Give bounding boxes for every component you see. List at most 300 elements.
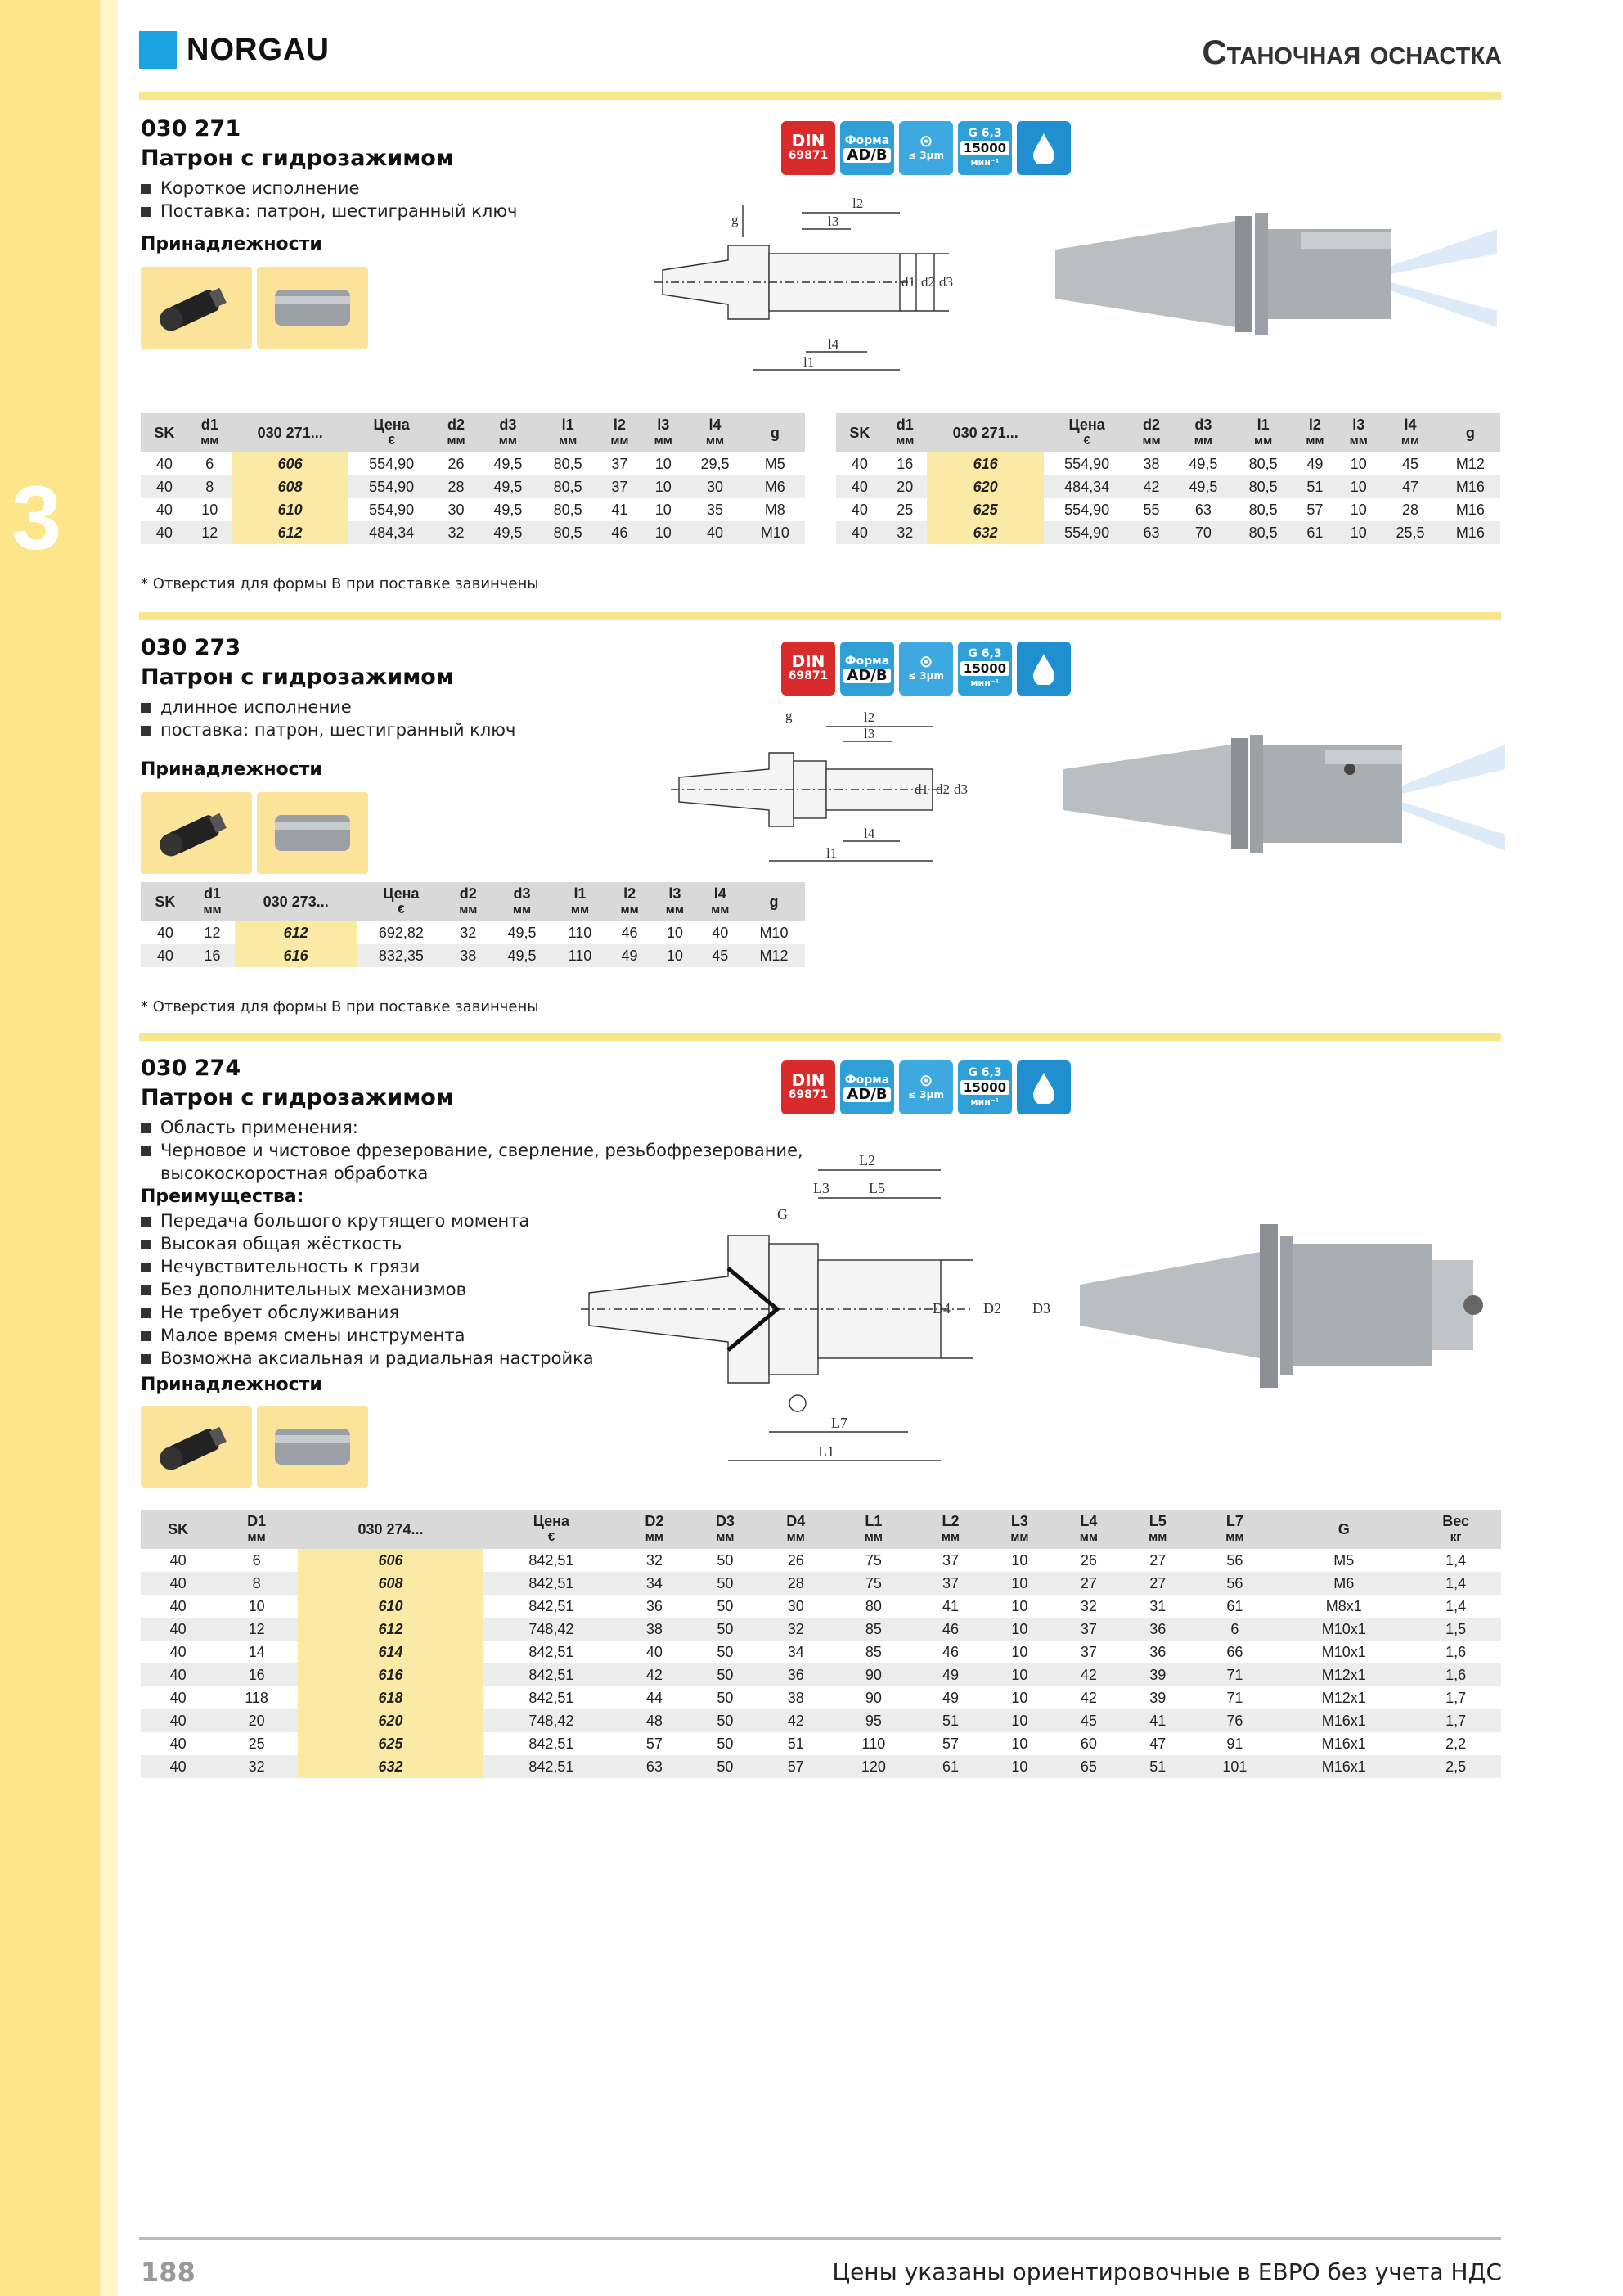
table-cell: 32	[434, 521, 478, 544]
s2-badges	[781, 642, 1071, 696]
table-cell: 16	[190, 944, 235, 967]
table-cell: 8	[188, 475, 232, 498]
table-cell: 40	[156, 924, 173, 941]
table-row	[141, 944, 805, 967]
s2-code: 030 273	[141, 635, 241, 660]
table-row	[141, 475, 805, 498]
table-cell: 20	[883, 475, 927, 498]
table-cell: 80,5	[553, 455, 582, 472]
svg-text:l1: l1	[803, 354, 815, 370]
svg-text:L5: L5	[869, 1180, 885, 1196]
article-number-cell: 632	[298, 1755, 483, 1778]
svg-text:l1: l1	[826, 845, 838, 861]
table-cell: 42	[1054, 1663, 1123, 1686]
table-cell: 14	[248, 1643, 265, 1660]
header-rule	[139, 92, 1501, 100]
coolant-drop-icon	[1017, 1060, 1071, 1114]
table-cell: 10	[985, 1755, 1054, 1778]
table-cell: 40	[155, 455, 173, 472]
article-number-cell: 606	[298, 1549, 483, 1572]
table-cell: 1,4	[1445, 1551, 1467, 1569]
svg-text:d2: d2	[936, 781, 950, 797]
article-number-cell: 612	[232, 521, 348, 544]
table-cell: 30	[787, 1597, 804, 1614]
svg-text:g: g	[731, 212, 739, 227]
table-cell: 28	[434, 475, 478, 498]
table-cell: 1,5	[1410, 1618, 1501, 1641]
table-cell: 38	[446, 944, 491, 967]
table-row	[141, 1572, 1501, 1595]
table-cell: 49	[1306, 455, 1324, 472]
brand-logo	[139, 31, 330, 69]
table-cell: 10	[1011, 1735, 1028, 1752]
table-cell: 50	[717, 1597, 734, 1614]
table-cell: 842,51	[483, 1663, 619, 1686]
svg-text:d1: d1	[915, 781, 928, 797]
table-cell: 80,5	[537, 475, 597, 498]
table-cell: 27	[1054, 1572, 1123, 1595]
table-cell: 554,90	[1064, 455, 1110, 472]
table-cell: M12	[743, 944, 805, 967]
table-cell: 40	[141, 521, 188, 544]
svg-text:l2: l2	[864, 709, 875, 725]
table-cell: 32	[460, 924, 477, 941]
table-cell: 30	[685, 475, 744, 498]
article-number-cell: 608	[298, 1572, 483, 1595]
article-number-cell: 610	[232, 498, 348, 521]
table-cell: M5	[764, 455, 785, 472]
section-rule	[139, 1033, 1501, 1041]
table-cell: 2,5	[1410, 1755, 1501, 1778]
table-cell: M10x1	[1321, 1643, 1366, 1660]
s2-note: * Отверстия для формы B при поставке завинчены	[141, 998, 539, 1015]
s3-adv-item: Высокая общая жёсткость	[141, 1232, 402, 1255]
table-cell: 32	[215, 1755, 297, 1778]
table-cell: 50	[717, 1643, 734, 1660]
table-cell: 80,5	[553, 501, 582, 518]
table-cell: 35	[706, 501, 723, 518]
s3-adv-item: Без дополнительных механизмов	[141, 1278, 466, 1301]
s3-technical-drawing	[581, 1146, 1072, 1489]
svg-text:l3: l3	[864, 726, 875, 741]
table-cell: 80,5	[1248, 455, 1278, 472]
table-cell: 85	[865, 1643, 882, 1660]
table-cell: 16	[897, 455, 914, 472]
s1-accessory-pull-stud	[141, 267, 252, 349]
din-badge: DIN 69871	[781, 642, 835, 696]
svg-text:l4: l4	[828, 336, 839, 352]
table-cell: M16x1	[1277, 1755, 1410, 1778]
table-cell: 32	[1080, 1597, 1097, 1614]
s3-accessories-label: Принадлежности	[141, 1375, 322, 1395]
table-row	[141, 1618, 1501, 1641]
s1-table-right: SK d1 мм 030 271... Цена € d2 мм d3 мм l1 мм l2 мм l3 мм l4 мм g 40 16 616 554,90 38 49,5 80,5 49 10 45 M12 40 20 620 484,34 42 49,5 80,5 51 10 47 M16 40 25 625 554,90 55 63 80,5 57 10 28 M16 40 32 632 554,90 63 70 80,5 61 10 25,5 M16	[836, 413, 1500, 544]
table-cell: M12	[1455, 455, 1485, 472]
table-cell: 10	[1350, 455, 1367, 472]
table-cell: 95	[831, 1709, 916, 1732]
din-badge: DIN 69871	[781, 1060, 835, 1114]
table-cell: 51	[1123, 1755, 1192, 1778]
table-cell: 75	[865, 1551, 882, 1569]
article-number-cell: 618	[298, 1686, 483, 1709]
table-cell: 6	[205, 455, 214, 472]
table-cell: 45	[1054, 1709, 1123, 1732]
table-cell: 65	[1054, 1755, 1123, 1778]
s3-bullet-cont: высокоскоростная обработка	[160, 1164, 429, 1183]
s1-name: Патрон с гидрозажимом	[141, 146, 454, 171]
table-cell: M16x1	[1321, 1735, 1366, 1752]
table-cell: 41	[1123, 1709, 1192, 1732]
svg-text:D3: D3	[1032, 1300, 1050, 1317]
svg-text:L7: L7	[831, 1415, 847, 1431]
table-cell: 554,90	[1044, 521, 1129, 544]
tolerance-badge: ⊙ ≤ 3μm	[899, 1060, 953, 1114]
table-cell: 61	[1293, 521, 1337, 544]
table-cell: 80,5	[537, 521, 597, 544]
table-cell: 50	[717, 1735, 734, 1752]
svg-text:l3: l3	[828, 214, 839, 229]
table-cell: 41	[942, 1597, 960, 1614]
table-cell: 842,51	[528, 1689, 574, 1706]
table-cell: 20	[215, 1709, 297, 1732]
table-cell: 554,90	[348, 475, 434, 498]
table-cell: 40	[141, 475, 188, 498]
table-cell: 90	[865, 1689, 882, 1706]
table-cell: 51	[916, 1709, 985, 1732]
svg-text:d2: d2	[921, 274, 935, 290]
s3-advantages-label: Преимущества:	[141, 1186, 304, 1207]
table-row	[141, 498, 805, 521]
table-cell: 76	[1192, 1709, 1277, 1732]
table-cell: 46	[942, 1643, 960, 1660]
s3-accessory-sleeve	[257, 1406, 368, 1488]
table-cell: 71	[1226, 1689, 1243, 1706]
table-row	[141, 1663, 1501, 1686]
s3-product-photo	[1072, 1219, 1497, 1391]
s2-technical-drawing	[671, 704, 998, 876]
svg-text:l2: l2	[852, 196, 864, 211]
table-cell: 842,51	[528, 1597, 574, 1614]
table-cell: 80,5	[1233, 475, 1293, 498]
table-cell: 554,90	[369, 501, 415, 518]
table-cell: 40	[141, 1755, 215, 1778]
table-row	[141, 1641, 1501, 1663]
s1-technical-drawing	[646, 188, 998, 385]
table-cell: 10	[1350, 501, 1367, 518]
article-number-cell: 616	[235, 944, 357, 967]
table-cell: 10	[985, 1572, 1054, 1595]
table-cell: 37	[598, 475, 641, 498]
table-cell: 6	[1192, 1618, 1277, 1641]
table-cell: M8	[764, 501, 785, 518]
table-cell: 90	[831, 1663, 916, 1686]
table-cell: 50	[717, 1551, 734, 1569]
table-cell: 10	[1011, 1551, 1028, 1569]
table-cell: 110	[568, 924, 592, 941]
svg-text:d3: d3	[954, 781, 968, 797]
article-number-cell: 608	[232, 475, 348, 498]
article-number-cell: 625	[298, 1732, 483, 1755]
table-cell: 40	[169, 1643, 187, 1660]
balance-badge: G 6,3 15000 мин⁻¹	[958, 1060, 1012, 1114]
table-cell: 49,5	[507, 924, 537, 941]
table-cell: 748,42	[483, 1618, 619, 1641]
coolant-drop-icon	[1017, 121, 1071, 175]
table-cell: 1,4	[1445, 1597, 1467, 1614]
table-row	[141, 521, 805, 544]
table-cell: 80,5	[1248, 501, 1278, 518]
article-number-cell: 620	[298, 1709, 483, 1732]
table-cell: 10	[654, 455, 672, 472]
table-cell: 70	[1173, 521, 1233, 544]
table-cell: 36	[1123, 1618, 1192, 1641]
s1-accessories-label: Принадлежности	[141, 234, 322, 254]
din-badge: DIN 69871	[781, 121, 835, 175]
table-cell: 50	[690, 1709, 760, 1732]
table-cell: 40	[141, 1618, 215, 1641]
table-cell: 484,34	[348, 521, 434, 544]
table-cell: 10	[641, 521, 685, 544]
table-cell: 40	[836, 475, 883, 498]
article-number-cell: 612	[235, 921, 357, 944]
s2-accessory-pull-stud	[141, 792, 252, 874]
table-cell: 25	[248, 1735, 265, 1752]
s3-adv-item: Возможна аксиальная и радиальная настройка	[141, 1347, 594, 1370]
article-number-cell: 606	[232, 452, 348, 475]
s3-adv-item: Передача большого крутящего момента	[141, 1209, 529, 1232]
table-cell: 80	[865, 1597, 882, 1614]
table-cell: 37	[916, 1572, 985, 1595]
table-cell: 63	[1130, 521, 1173, 544]
table-cell: 40	[141, 1709, 215, 1732]
svg-text:l4: l4	[864, 826, 875, 841]
svg-text:g: g	[785, 708, 793, 723]
table-cell: 1,7	[1445, 1689, 1467, 1706]
table-cell: 57	[1306, 501, 1324, 518]
table-row	[141, 1686, 1501, 1709]
table-cell: 29,5	[700, 455, 730, 472]
table-cell: 842,51	[528, 1643, 574, 1660]
brand-name: NORGAU	[187, 32, 330, 67]
s1-bullet: Короткое исполнение	[141, 177, 359, 200]
table-cell: 49,5	[493, 455, 523, 472]
table-cell: 40	[851, 455, 868, 472]
s1-accessory-sleeve	[257, 267, 368, 349]
table-cell: 27	[1149, 1551, 1167, 1569]
table-row	[141, 1709, 1501, 1732]
article-number-cell: 614	[298, 1641, 483, 1663]
table-cell: 57	[942, 1735, 960, 1752]
table-cell: 47	[1149, 1735, 1167, 1752]
table-cell: M10	[759, 924, 789, 941]
table-cell: M16x1	[1277, 1709, 1410, 1732]
table-cell: 40	[155, 501, 173, 518]
table-cell: 10	[641, 475, 685, 498]
table-cell: 46	[621, 924, 638, 941]
s1-code: 030 271	[141, 116, 241, 142]
s3-bullet: Область применения:	[141, 1116, 358, 1139]
table-cell: 842,51	[483, 1572, 619, 1595]
table-cell: 80,5	[1233, 521, 1293, 544]
s1-bullet: Поставка: патрон, шестигранный ключ	[141, 200, 517, 223]
table-cell: 36	[761, 1663, 831, 1686]
table-cell: 41	[611, 501, 628, 518]
s1-product-photo	[1047, 205, 1505, 344]
table-cell: 40	[169, 1735, 187, 1752]
tolerance-badge: ⊙ ≤ 3μm	[899, 642, 953, 696]
table-cell: 57	[645, 1735, 663, 1752]
table-cell: 50	[690, 1618, 760, 1641]
table-cell: 118	[245, 1689, 268, 1706]
table-cell: 50	[690, 1663, 760, 1686]
table-cell: 27	[1123, 1572, 1192, 1595]
s2-table: SK d1 мм 030 273... Цена € d2 мм d3 мм l1 мм l2 мм l3 мм l4 мм g 40 12 612 692,82 32 49,5 110 46 10 40 M10 40 16 616 832,35 38 49,5 110 49 10 45 M12	[141, 882, 805, 967]
section-rule	[139, 612, 1501, 620]
s2-bullet: поставка: патрон, шестигранный ключ	[141, 718, 515, 741]
article-number-cell: 610	[298, 1595, 483, 1618]
table-cell: 26	[447, 455, 465, 472]
table-row	[141, 1732, 1501, 1755]
table-cell: 101	[1192, 1755, 1277, 1778]
table-cell: 110	[861, 1735, 886, 1752]
table-cell: 42	[1130, 475, 1173, 498]
table-cell: M5	[1333, 1551, 1355, 1569]
table-cell: 61	[916, 1755, 985, 1778]
table-cell: 38	[619, 1618, 690, 1641]
table-cell: 40	[141, 944, 190, 967]
table-cell: 38	[1143, 455, 1160, 472]
table-cell: 16	[215, 1663, 297, 1686]
table-row	[141, 1595, 1501, 1618]
table-cell: 554,90	[1064, 501, 1110, 518]
table-cell: 31	[1149, 1597, 1167, 1614]
table-cell: 51	[1293, 475, 1337, 498]
s1-table-left: SK d1 мм 030 271... Цена € d2 мм d3 мм l1 мм l2 мм l3 мм l4 мм g 40 6 606 554,90 26 49,5 80,5 37 10 29,5 M5 40 8 608 554,90 28 49,5 80,5 37 10 30 M6 40 10 610 554,90 30 49,5 80,5 41 10 35 M8 40 12 612 484,34 32 49,5 80,5 46 10 40 M10	[141, 413, 805, 544]
svg-text:G: G	[777, 1206, 788, 1222]
table-cell: 1,7	[1410, 1709, 1501, 1732]
table-cell: 1,4	[1410, 1572, 1501, 1595]
footer-rule	[139, 2237, 1501, 2240]
svg-text:L3: L3	[813, 1180, 829, 1196]
table-cell: 34	[619, 1572, 690, 1595]
table-cell: 49	[607, 944, 652, 967]
table-cell: 49,5	[493, 501, 523, 518]
balance-badge: G 6,3 15000 мин⁻¹	[958, 642, 1012, 696]
table-cell: 39	[1123, 1663, 1192, 1686]
table-cell: 10	[1337, 521, 1380, 544]
table-cell: 842,51	[483, 1755, 619, 1778]
table-cell: 10	[1011, 1689, 1028, 1706]
table-cell: 49,5	[1173, 475, 1233, 498]
table-cell: 61	[1226, 1597, 1243, 1614]
table-cell: 10	[985, 1709, 1054, 1732]
s3-code: 030 274	[141, 1056, 241, 1081]
table-cell: 37	[1054, 1618, 1123, 1641]
s2-name: Патрон с гидрозажимом	[141, 664, 454, 690]
table-cell: 40	[141, 1572, 215, 1595]
table-cell: 10	[201, 501, 218, 518]
table-cell: 12	[188, 521, 232, 544]
table-cell: 25,5	[1380, 521, 1440, 544]
table-cell: 26	[1080, 1551, 1097, 1569]
article-number-cell: 612	[298, 1618, 483, 1641]
s2-accessory-sleeve	[257, 792, 368, 874]
table-cell: 10	[654, 501, 672, 518]
table-row	[836, 498, 1500, 521]
s1-badges	[781, 121, 1071, 175]
table-cell: 42	[761, 1709, 831, 1732]
table-cell: 71	[1192, 1663, 1277, 1686]
table-cell: 10	[248, 1597, 265, 1614]
s3-bullet: Черновое и чистовое фрезерование, сверление, резьбофрезерование,	[141, 1139, 803, 1162]
s3-adv-item: Не требует обслуживания	[141, 1301, 399, 1324]
table-cell: M10	[745, 521, 805, 544]
table-cell: 45	[698, 944, 743, 967]
table-cell: 49,5	[1189, 455, 1218, 472]
table-cell: 10	[1337, 475, 1380, 498]
table-cell: 37	[942, 1551, 960, 1569]
table-cell: M8x1	[1325, 1597, 1362, 1614]
table-cell: 10	[652, 944, 697, 967]
table-cell: 63	[1194, 501, 1212, 518]
svg-text:d3: d3	[939, 274, 953, 290]
table-cell: 57	[761, 1755, 831, 1778]
table-cell: 56	[1226, 1551, 1243, 1569]
table-cell: 32	[645, 1551, 663, 1569]
table-cell: 34	[787, 1643, 804, 1660]
article-number-cell: 616	[298, 1663, 483, 1686]
sidebar-rule	[100, 0, 118, 2296]
table-row	[836, 475, 1500, 498]
article-number-cell: 632	[927, 521, 1044, 544]
table-cell: 75	[831, 1572, 916, 1595]
s2-bullet: длинное исполнение	[141, 696, 352, 718]
table-cell: 28	[761, 1572, 831, 1595]
table-cell: 40	[851, 501, 868, 518]
table-cell: 49	[942, 1689, 960, 1706]
table-cell: 40	[645, 1643, 663, 1660]
table-cell: 49	[916, 1663, 985, 1686]
table-cell: 42	[1080, 1689, 1097, 1706]
table-cell: 110	[553, 944, 607, 967]
footer-note: Цены указаны ориентировочные в ЕВРО без учета НДС	[832, 2258, 1502, 2285]
table-cell: 1,6	[1410, 1663, 1501, 1686]
table-row	[836, 452, 1500, 475]
table-cell: 85	[831, 1618, 916, 1641]
table-cell: M16	[1455, 501, 1485, 518]
table-cell: 484,34	[1044, 475, 1129, 498]
table-cell: 692,82	[378, 924, 424, 941]
s2-accessories-label: Принадлежности	[141, 759, 322, 780]
table-cell: 12	[215, 1618, 297, 1641]
table-cell: 49,5	[491, 944, 553, 967]
table-cell: 55	[1143, 501, 1160, 518]
table-cell: M16	[1441, 521, 1500, 544]
table-cell: 26	[787, 1551, 804, 1569]
s1-note: * Отверстия для формы B при поставке завинчены	[141, 575, 539, 592]
table-cell: M6	[745, 475, 805, 498]
table-row	[141, 921, 805, 944]
svg-text:D4: D4	[933, 1300, 951, 1317]
s3-name: Патрон с гидрозажимом	[141, 1085, 454, 1110]
table-cell: 40	[712, 924, 729, 941]
table-cell: 50	[690, 1572, 760, 1595]
table-cell: 40	[169, 1597, 187, 1614]
chapter-number: 3	[11, 468, 62, 569]
article-number-cell: 616	[927, 452, 1044, 475]
table-cell: 2,2	[1445, 1735, 1467, 1752]
chapter-sidebar	[0, 0, 100, 2296]
